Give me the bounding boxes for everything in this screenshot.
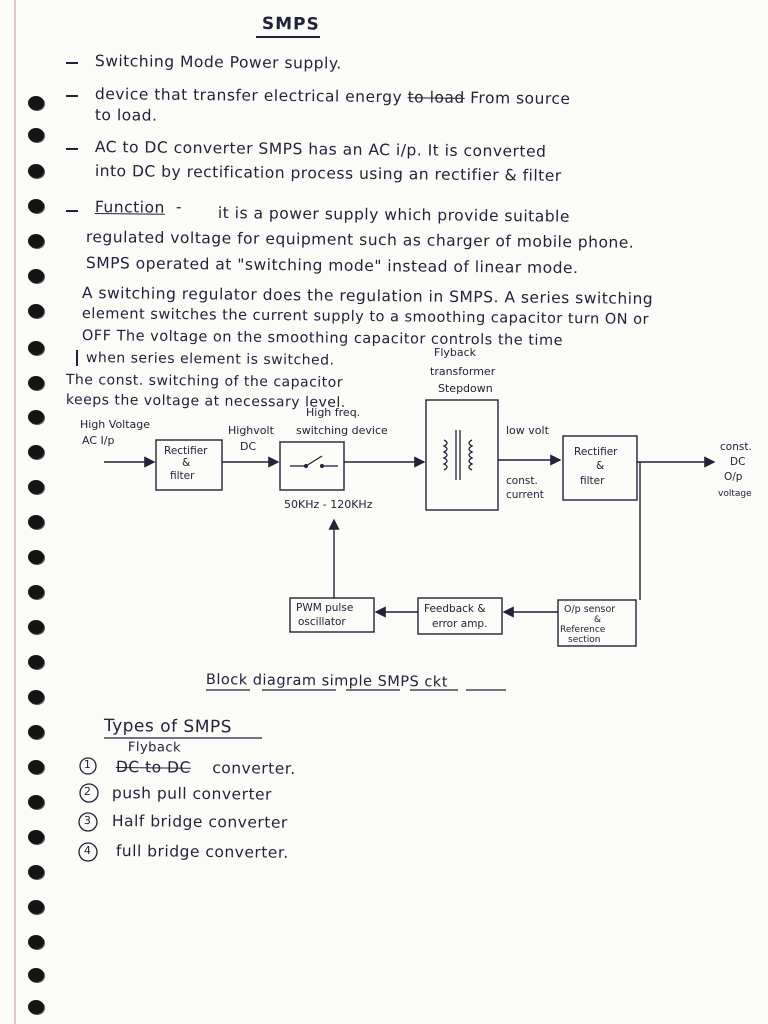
item-2-number: 2 (83, 785, 92, 799)
para-line-6: keeps the voltage at necessary level. (65, 392, 346, 411)
secondary-coil (469, 440, 472, 470)
item-1-text: converter. (212, 759, 296, 778)
output-label-3: O/p (724, 471, 743, 483)
flyback-label-2: transformer (430, 365, 496, 378)
output-label-4: voltage (718, 489, 752, 499)
page-title: SMPS (261, 14, 320, 35)
flyback-note: Flyback (127, 740, 182, 756)
hv-dc-label-2: DC (240, 440, 257, 453)
point-2-text-a: device that transfer electrical energy (94, 85, 403, 107)
input-label-2: AC I/p (82, 434, 115, 447)
sensor-label-4: section (568, 635, 601, 645)
types-heading: Types of SMPS (103, 716, 233, 738)
const-current-label-2: current (506, 489, 544, 501)
sensor-label-2: & (594, 615, 602, 625)
item-4-number: 4 (83, 844, 92, 858)
rectifier-2-label-3: filter (580, 475, 605, 487)
hv-dc-label-1: Highvolt (228, 424, 274, 437)
const-current-label-1: const. (506, 475, 538, 487)
point-2-strike: to load (407, 88, 465, 107)
output-label-1: const. (720, 441, 752, 453)
flyback-transformer-box (426, 400, 498, 510)
feedback-label-1: Feedback & (424, 603, 486, 615)
switch-symbol (306, 456, 322, 466)
item-1-number: 1 (83, 758, 92, 772)
para-line-1: A switching regulator does the regulation in SMPS. A series switching (81, 284, 654, 308)
switch-contact (304, 464, 308, 468)
frequency-range-label: 50KHz - 120KHz (284, 498, 373, 511)
item-1 (116, 758, 296, 778)
para-line-5: The const. switching of the capacitor (65, 372, 344, 391)
rectifier-label-3: filter (170, 470, 195, 482)
function-line-2: regulated voltage for equipment such as charger of mobile phone. (85, 228, 635, 252)
point-2-line-2: to load. (94, 106, 158, 125)
point-3-line-2: into DC by rectification process using an rectifier & filter (94, 162, 562, 185)
point-2-text-b: From source (470, 88, 571, 108)
primary-coil (444, 440, 447, 470)
item-3-number: 3 (83, 814, 92, 828)
para-line-2: element switches the current supply to a smoothing capacitor turn ON or (81, 306, 650, 328)
flyback-label-1: Flyback (434, 346, 477, 359)
rectifier-2-label-2: & (596, 460, 605, 472)
pwm-label-1: PWM pulse (296, 602, 354, 614)
rectifier-label-1: Rectifier (164, 445, 208, 457)
low-volt-label: low volt (506, 424, 549, 437)
item-2: push pull converter (111, 784, 273, 804)
point-1: Switching Mode Power supply. (94, 52, 342, 73)
feedback-label-2: error amp. (432, 618, 488, 630)
sensor-label-3: Reference (560, 625, 606, 635)
point-3-line-1: AC to DC converter SMPS has an AC i/p. It is converted (94, 138, 547, 161)
pwm-label-2: oscillator (298, 616, 346, 628)
switch-label-1: High freq. (306, 406, 361, 419)
diagram-caption: Block diagram simple SMPS ckt (205, 672, 449, 691)
item-3: Half bridge converter (111, 812, 288, 832)
function-line-3: SMPS operated at "switching mode" instead of linear mode. (85, 254, 579, 278)
item-1-strike: DC to DC (115, 758, 191, 777)
rectifier-label-2: & (182, 457, 191, 469)
function-dash: - (175, 198, 183, 217)
switch-label-2: switching device (296, 424, 388, 437)
item-4: full bridge converter. (115, 842, 289, 862)
output-label-2: DC (730, 456, 746, 468)
flyback-label-3: Stepdown (438, 382, 493, 395)
para-line-3: OFF The voltage on the smoothing capacitor controls the time (81, 328, 564, 350)
switch-contact (320, 464, 324, 468)
para-line-4: when series element is switched. (85, 350, 335, 369)
input-label-1: High Voltage (80, 418, 151, 431)
sensor-label-1: O/p sensor (564, 604, 616, 615)
function-line-1: it is a power supply which provide suitable (217, 204, 571, 226)
function-label: Function (94, 198, 165, 217)
rectifier-2-label-1: Rectifier (574, 446, 618, 458)
